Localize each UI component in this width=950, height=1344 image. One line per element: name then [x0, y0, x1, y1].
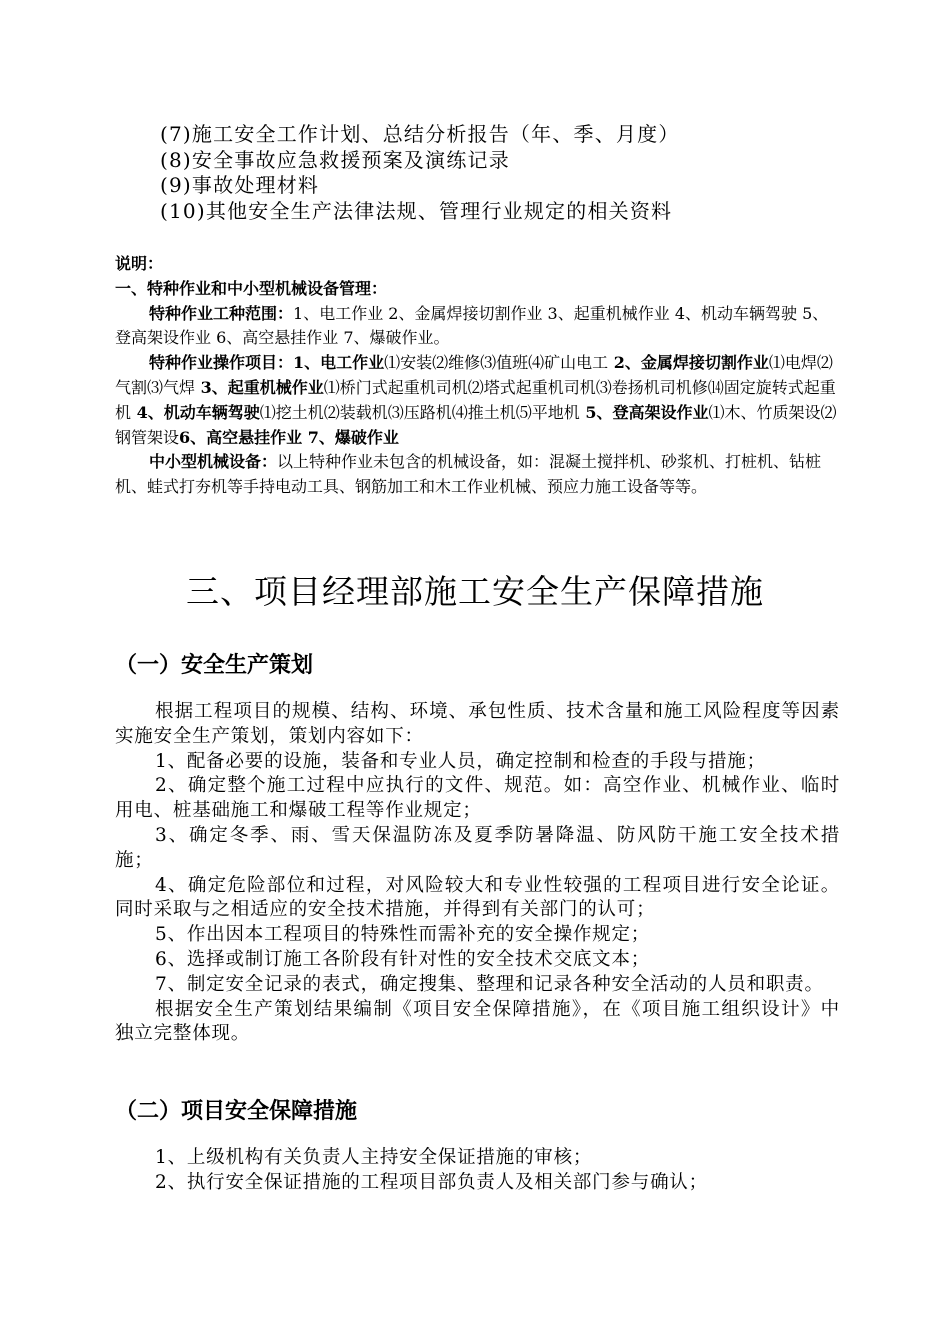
scope-label: 特种作业工种范围： [149, 303, 294, 323]
ops-items: ⑴挖土机⑵装载机⑶压路机⑷推土机⑸平地机 [259, 402, 580, 422]
paragraph: 5、作出因本工程项目的特殊性而需补充的安全操作规定； [155, 924, 651, 946]
ops-category: 3、起重机械作业 [195, 377, 324, 397]
ops-paragraph [115, 351, 840, 450]
paragraph: 4、确定危险部位和过程，对风险较大和专业性较强的工程项目进行安全论证。同时采取与之相适应的安全技术措施，并得到有关部门的认可； [115, 874, 840, 921]
scope-text: 1、电工作业 2、金属焊接切割作业 3、起重机械作业 4、机动车辆驾驶 5、登高架设作业 6、高空悬挂作业 7、爆破作业。 [115, 303, 829, 348]
records-list [160, 122, 680, 224]
ops-label: 特种作业操作项目： [149, 353, 294, 373]
notes-section-heading: 一、特种作业和中小型机械设备管理： [115, 278, 388, 298]
paragraph: 1、上级机构有关负责人主持安全保证措施的审核； [155, 1147, 593, 1168]
paragraph: 根据安全生产策划结果编制《项目安全保障措施》，在《项目施工组织设计》中独立完整体现。 [115, 998, 840, 1045]
paragraph: 2、执行安全保证措施的工程项目部负责人及相关部门参与确认； [155, 1171, 708, 1193]
paragraph: 6、选择或制订施工各阶段有针对性的安全技术交底文本； [155, 948, 651, 970]
ops-category: 7、爆破作业 [302, 427, 399, 447]
notes-block [115, 252, 840, 500]
section-body-measures [115, 1146, 840, 1196]
page-title: 三、项目经理部施工安全生产保障措施 [186, 572, 764, 611]
paragraph: 2、确定整个施工过程中应执行的文件、规范。如：高空作业、机械作业、临时用电、桩基础施工和爆破工程等作业规定； [115, 775, 840, 822]
section-heading-planning: （一）安全生产策划 [115, 653, 314, 678]
paragraph: 3、确定冬季、雨、雪天保温防冻及夏季防暑降温、防风防干施工安全技术措施； [115, 824, 840, 871]
machine-text: 以上特种作业未包含的机械设备，如：混凝土搅拌机、砂浆机、打桩机、钻桩机、蛙式打夯机等手持电动工具、钢筋加工和木工作业机械、预应力施工设备等等。 [115, 452, 822, 497]
machine-paragraph [115, 450, 840, 500]
ops-category: 1、电工作业 [293, 353, 385, 373]
ops-items: ⑴桥门式起重机司机⑵塔式起重机司机⑶卷扬机司机修⒁固定旋转式起重机 [115, 377, 836, 422]
ops-items: ⑴木、竹质架设⑵钢管架设 [115, 402, 837, 447]
machine-label: 中小型机械设备： [149, 452, 278, 472]
section-heading-measures: （二）项目安全保障措施 [115, 1099, 358, 1124]
list-item: (9)事故处理材料 [160, 173, 320, 197]
ops-category: 6、高空悬挂作业 [179, 427, 303, 447]
ops-items: ⑴安装⑵维修⑶值班⑷矿山电工 [384, 353, 609, 373]
ops-category: 2、金属焊接切割作业 [608, 353, 769, 373]
ops-items: ⑴电焊⑵气割⑶气焊 [115, 353, 833, 397]
paragraph: 根据工程项目的规模、结构、环境、承包性质、技术含量和施工风险程度等因素实施安全生产策划，策划内容如下： [115, 701, 840, 747]
paragraph: 7、制定安全记录的表式，确定搜集、整理和记录各种安全活动的人员和职责。 [155, 973, 824, 995]
list-item: (10)其他安全生产法律法规、管理行业规定的相关资料 [160, 198, 673, 223]
ops-category: 4、机动车辆驾驶 [131, 402, 260, 422]
ops-category: 5、登高架设作业 [579, 402, 709, 422]
list-item: (8)安全事故应急救援预案及演练记录 [160, 147, 510, 172]
notes-heading: 说明： [115, 254, 164, 273]
scope-paragraph [115, 302, 840, 352]
paragraph: 1、配备必要的设施，装备和专业人员，确定控制和检查的手段与措施； [155, 750, 766, 772]
list-item: (7)施工安全工作计划、总结分析报告（年、季、月度） [160, 122, 680, 146]
section-body-planning [115, 700, 840, 1047]
